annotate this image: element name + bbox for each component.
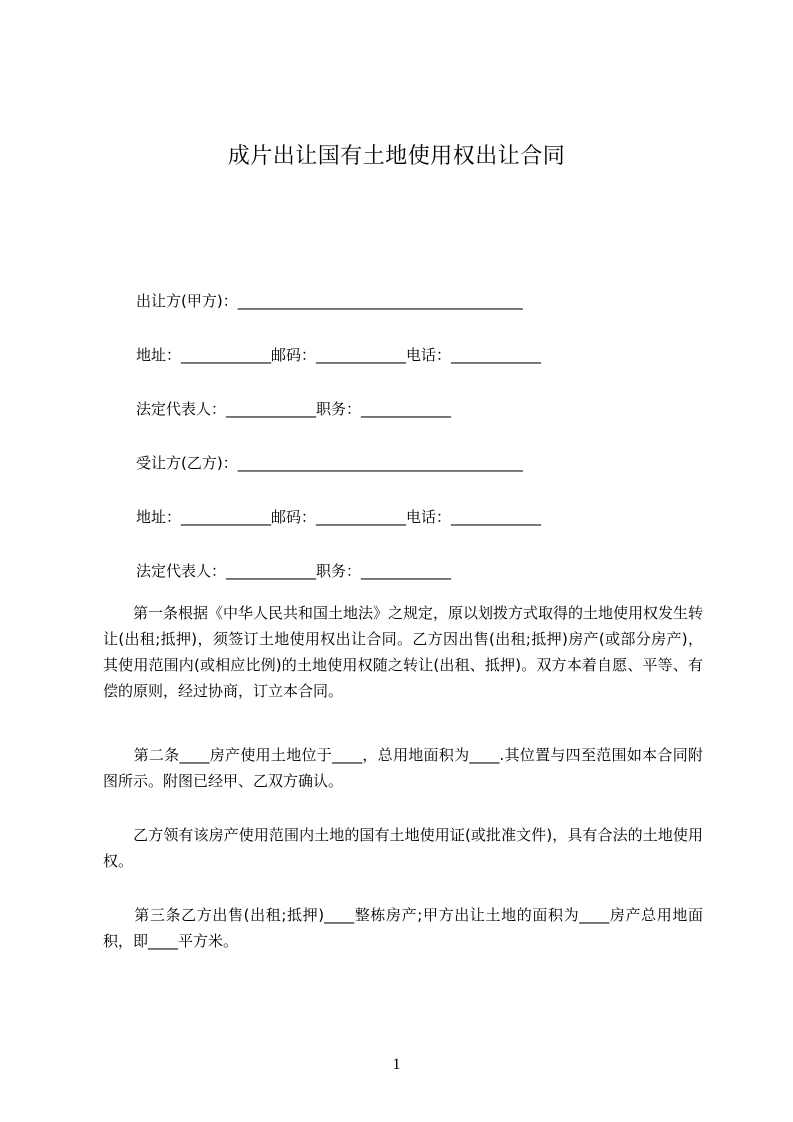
land-certificate-paragraph: 乙方领有该房产使用范围内土地的国有土地使用证(或批准文件)，具有合法的土地使用权。	[103, 826, 703, 870]
transferee-representative-line: 法定代表人：____________职务：____________	[136, 562, 452, 580]
transferor-party-field: 出让方(甲方)：______________________________________	[136, 292, 523, 310]
article-3-paragraph: 第三条乙方出售(出租;抵押)____整栋房产;甲方出让土地的面积为____房产总用地面积，即____平方米。	[103, 906, 703, 950]
article-1-paragraph: 第一条根据《中华人民共和国土地法》之规定，原以划拨方式取得的土地使用权发生转让(出租;抵押)，须签订土地使用权出让合同。乙方因出售(出租;抵押)房产(或部分房产)，其使用范围内(或相应比例)的土地使用权随之转让(出租、抵押)。双方本着自愿、平等、有偿的原则，经过协商，订立本合同。	[103, 604, 704, 700]
transferor-address-line: 地址：____________邮码：____________电话：____________	[136, 346, 542, 364]
page-number: 1	[392, 1056, 401, 1073]
transferee-party-field: 受让方(乙方)：______________________________________	[136, 454, 523, 472]
document-title: 成片出让国有土地使用权出让合同	[227, 144, 566, 169]
transferee-address-line: 地址：____________邮码：____________电话：____________	[136, 508, 542, 526]
transferor-representative-line: 法定代表人：____________职务：____________	[136, 400, 452, 418]
article-2-paragraph: 第二条____房产使用土地位于____，总用地面积为____.其位置与四至范围如本合同附图所示。附图已经甲、乙双方确认。	[103, 746, 703, 790]
